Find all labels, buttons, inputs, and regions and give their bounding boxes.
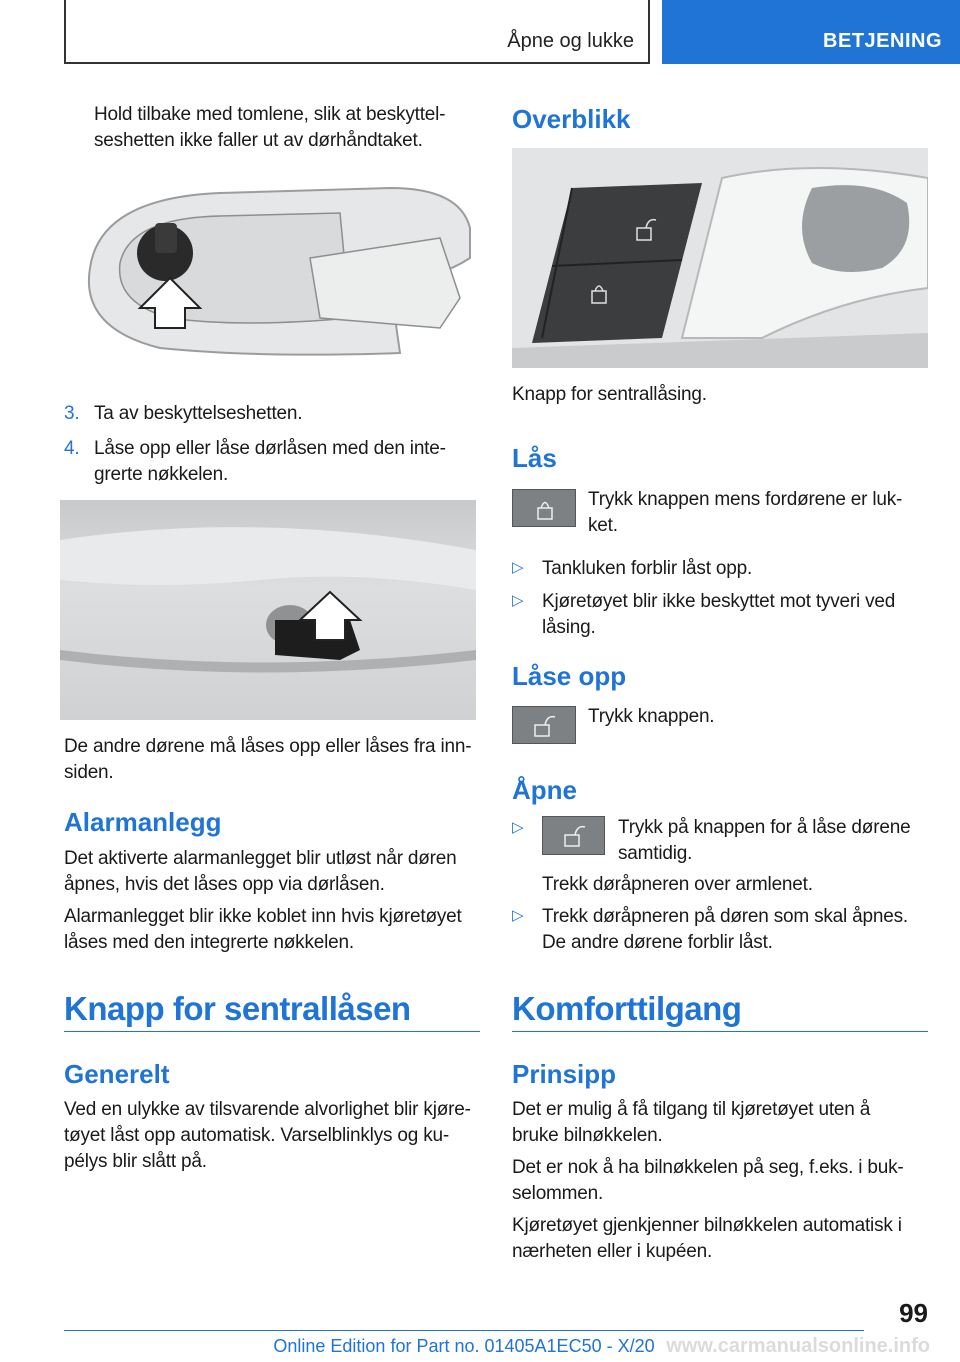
overview-heading: Overblikk — [512, 104, 631, 134]
alarm-p1-line-1: Det aktiverte alarmanlegget blir utløst når døren — [64, 848, 457, 869]
open-bullet-1-after: Trekk døråpneren over armlenet. — [542, 874, 813, 895]
central-lock-heading: Knapp for sentrallåsen — [64, 990, 411, 1027]
general-line-2: tøyet låst opp automatisk. Varselblinklys og ku- — [64, 1125, 449, 1146]
lock-bullet-2-line-2: låsing. — [542, 617, 596, 638]
central-lock-rule — [64, 1031, 480, 1032]
principle-p1-line-2: bruke bilnøkkelen. — [512, 1125, 663, 1146]
general-line-3: pélys blir slått på. — [64, 1151, 207, 1172]
bullet-triangle-icon: ▷ — [512, 907, 524, 924]
handle-cap-image — [60, 168, 476, 358]
other-doors-line-2: siden. — [64, 762, 114, 783]
alarm-p2-line-2: låses med den integrerte nøkkelen. — [64, 932, 354, 953]
header-chapter-title: BETJENING — [823, 30, 942, 52]
open-heading: Åpne — [512, 775, 577, 805]
lock-bullet-1: Tankluken forblir låst opp. — [542, 558, 753, 579]
door-key-image — [60, 500, 476, 720]
central-lock-button-image — [512, 148, 928, 368]
page-number: 99 — [899, 1298, 928, 1328]
general-heading: Generelt — [64, 1059, 170, 1089]
lock-bullet-2-line-1: Kjøretøyet blir ikke beskyttet mot tyveri ved — [542, 591, 896, 612]
comfort-heading: Komforttilgang — [512, 990, 742, 1027]
unlock-button-icon — [512, 706, 576, 744]
open-bullet-1-line-1: Trykk på knappen for å låse dørene — [618, 817, 911, 838]
unlock-button-icon — [542, 816, 605, 855]
open-bullet-1-line-2: samtidig. — [618, 843, 693, 864]
alarm-p2-line-1: Alarmanlegget blir ikke koblet inn hvis kjøretøyet — [64, 906, 462, 927]
lock-text-line-1: Trykk knappen mens fordørene er luk- — [588, 489, 903, 510]
alarm-heading: Alarmanlegg — [64, 807, 222, 837]
principle-p3-line-1: Kjøretøyet gjenkjenner bilnøkkelen automatisk i — [512, 1215, 902, 1236]
intro-line-1: Hold tilbake med tomlene, slik at beskyttel- — [94, 104, 446, 125]
lock-button-icon — [512, 489, 576, 527]
header-section-title: Åpne og lukke — [507, 30, 634, 52]
unlock-text: Trykk knappen. — [588, 706, 715, 727]
footer-rule — [64, 1330, 864, 1331]
principle-p3-line-2: nærheten eller i kupéen. — [512, 1241, 713, 1262]
principle-p2-line-2: selommen. — [512, 1183, 604, 1204]
step-number: 3. — [64, 403, 80, 424]
alarm-p1-line-2: åpnes, hvis det låses opp via dørlåsen. — [64, 874, 385, 895]
overview-caption: Knapp for sentrallåsing. — [512, 384, 707, 405]
unlock-heading: Låse opp — [512, 661, 627, 691]
step-text: Ta av beskyttelseshetten. — [94, 403, 303, 424]
general-line-1: Ved en ulykke av tilsvarende alvorlighet blir kjøre- — [64, 1099, 471, 1120]
footer-watermark: www.carmanualsonline.info — [666, 1335, 930, 1357]
principle-p2-line-1: Det er nok å ha bilnøkkelen på seg, f.eks. i buk- — [512, 1157, 904, 1178]
bullet-triangle-icon: ▷ — [512, 819, 524, 836]
other-doors-line-1: De andre dørene må låses opp eller låses fra inn- — [64, 736, 472, 757]
comfort-rule — [512, 1031, 928, 1032]
principle-heading: Prinsipp — [512, 1059, 617, 1089]
lock-heading: Lås — [512, 443, 557, 473]
open-bullet-2-line-2: De andre dørene forblir låst. — [542, 932, 773, 953]
step-text: grerte nøkkelen. — [94, 464, 229, 485]
intro-line-2: seshetten ikke faller ut av dørhåndtaket. — [94, 130, 423, 151]
step-text: Låse opp eller låse dørlåsen med den inte- — [94, 438, 446, 459]
step-number: 4. — [64, 438, 80, 459]
lock-text-line-2: ket. — [588, 515, 618, 536]
principle-p1-line-1: Det er mulig å få tilgang til kjøretøyet uten å — [512, 1099, 871, 1120]
open-bullet-2-line-1: Trekk døråpneren på døren som skal åpnes. — [542, 906, 908, 927]
bullet-triangle-icon: ▷ — [512, 559, 524, 576]
footer-edition: Online Edition for Part no. 01405A1EC50 - X/20 — [273, 1336, 655, 1356]
bullet-triangle-icon: ▷ — [512, 592, 524, 609]
